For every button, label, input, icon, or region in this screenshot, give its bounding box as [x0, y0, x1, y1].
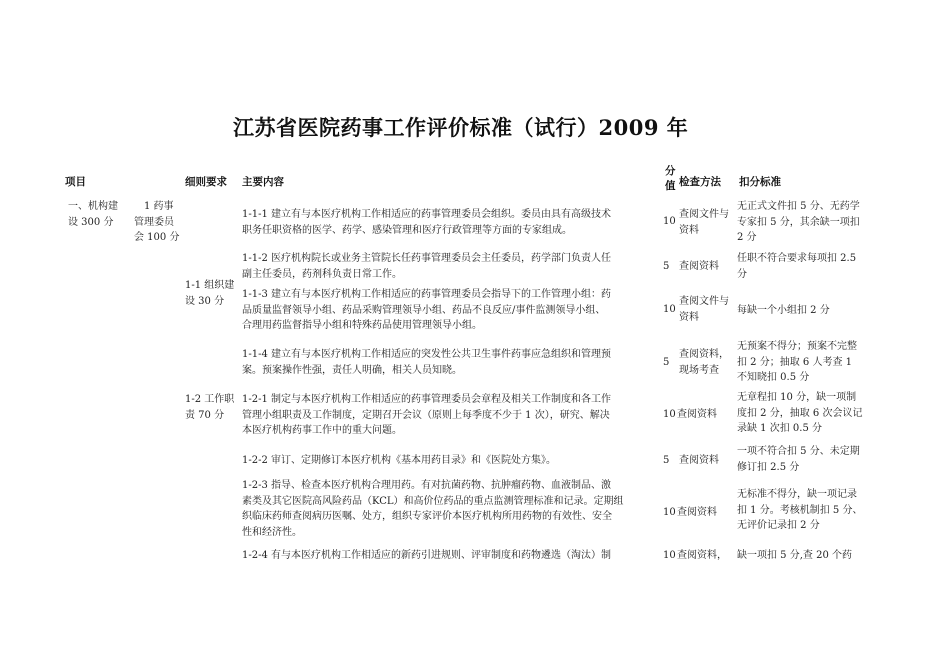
deduction-line: 录缺 1 次扣 0.5 分	[737, 423, 822, 434]
row-content	[242, 478, 624, 540]
content-line: 1-2-4 有与本医疗机构工作相适应的新药引进规则、评审制度和药物遴选（淘汰）制	[242, 550, 612, 561]
header-method: 检查方法	[679, 176, 721, 188]
row-content	[242, 207, 611, 238]
deduction-line: 扣 1 分。考核机制扣 5 分、	[737, 504, 863, 516]
row-score: 10	[663, 216, 676, 227]
category-line2: 设 300 分	[68, 216, 114, 228]
deduction-line: 分	[737, 268, 747, 280]
header-score-line1: 分	[665, 165, 676, 177]
row-score: 10	[663, 550, 676, 561]
deduction-line: 一项不符合扣 5 分、未定期	[737, 446, 860, 457]
deduction-line: 2 分	[737, 232, 757, 243]
header-score-line2: 值	[665, 180, 676, 192]
content-line: 1-1-2 医疗机构院长或业务主管院长任药事管理委员会主任委员，药学部门负责人任	[242, 253, 612, 264]
deduction-line: 每缺一个小组扣 2 分	[737, 305, 830, 316]
method-line: 查阅资料	[677, 409, 717, 420]
header-content: 主要内容	[242, 176, 284, 188]
content-line: 1-1-4 建立有与本医疗机构工作相适应的突发性公共卫生事件药事应急组织和管理预	[242, 349, 612, 360]
content-line: 品质量监督领导小组、药品采购管理领导小组、药品不良反应/事件监测领导小组、	[242, 304, 606, 316]
content-line: 性和经济性。	[242, 526, 302, 538]
method-line: 查阅文件与	[679, 209, 729, 220]
section-line2: 设 30 分	[185, 295, 225, 307]
row-method	[679, 207, 729, 238]
content-line: 副主任委员，药剂科负责日常工作。	[242, 268, 402, 280]
row-deduction	[737, 548, 852, 564]
row-deduction	[737, 444, 860, 475]
method-line: 查阅资料	[679, 455, 719, 466]
deduction-line: 不知晓扣 0.5 分	[737, 372, 810, 383]
row-deduction	[737, 199, 860, 246]
section-line1: 1-2 工作职	[185, 394, 235, 405]
content-line: 管理小组职责及工作制度，定期召开会议（原则上每季度不少于 1 次），研究、解决	[242, 409, 610, 421]
subcategory-line1: 1 药事	[144, 201, 174, 212]
row-method	[677, 407, 717, 423]
content-line: 合理用药监督指导小组和特殊药品使用管理领导小组。	[242, 320, 482, 331]
deduction-line: 度扣 2 分，抽取 6 次会议记	[737, 407, 863, 419]
row-content	[242, 548, 611, 564]
section-label	[185, 392, 234, 423]
deduction-line: 缺一项扣 5 分,查 20 个药	[737, 550, 852, 561]
method-line: 现场考查	[679, 364, 719, 376]
header-detail: 细则要求	[185, 176, 227, 188]
row-deduction	[737, 303, 830, 319]
content-line: 1-1-1 建立有与本医疗机构工作相适应的药事管理委员会组织。委员由具有高级技术	[242, 209, 612, 220]
row-method	[677, 505, 717, 521]
row-content	[242, 347, 611, 378]
row-content	[242, 287, 611, 334]
subcategory-label	[134, 199, 179, 246]
subcategory-line3: 会 100 分	[134, 232, 180, 243]
method-line: 查阅资料	[677, 507, 717, 518]
content-line: 1-2-3 指导、检查本医疗机构合理用药。有对抗菌药物、抗肿瘤药物、血液制品、激	[242, 480, 612, 491]
row-score: 5	[663, 261, 670, 272]
method-line: 查阅资料，	[677, 550, 727, 561]
method-line: 查阅资料	[679, 261, 719, 272]
category-line1: 一、机构建	[68, 201, 118, 212]
method-line: 资料	[679, 224, 699, 236]
row-method	[679, 347, 729, 378]
deduction-line: 任职不符合要求每项扣 2.5	[737, 253, 857, 264]
content-line: 本医疗机构药事工作中的重大问题。	[242, 425, 402, 436]
content-line: 织临床药师查阅病历医嘱、处方，组织专家评价本医疗机构所用药物的有效性、安全	[242, 511, 612, 522]
method-line: 查阅文件与	[679, 296, 729, 307]
subcategory-line2: 管理委员	[134, 216, 174, 228]
category-label	[68, 199, 118, 230]
content-line: 1-2-1 制定与本医疗机构工作相适应的药事管理委员会章程及相关工作制度和各工作	[242, 394, 612, 405]
row-deduction	[737, 339, 857, 386]
row-method	[679, 259, 719, 275]
header-item: 项目	[65, 176, 86, 188]
row-method	[677, 548, 727, 564]
deduction-line: 无章程扣 10 分，缺一项制	[737, 392, 857, 403]
row-deduction	[737, 251, 856, 282]
method-line: 资料	[679, 311, 699, 323]
row-score: 5	[663, 357, 670, 368]
row-score: 10	[663, 304, 676, 315]
section-line2: 责 70 分	[185, 409, 225, 421]
row-deduction	[737, 487, 862, 534]
row-content	[242, 453, 556, 469]
deduction-line: 扣 2 分；抽取 6 人考查 1	[737, 356, 852, 368]
content-line: 案。预案操作性强，责任人明确，相关人员知晓。	[242, 364, 462, 376]
deduction-line: 专家扣 5 分，其余缺一项扣	[737, 216, 860, 228]
row-method	[679, 453, 719, 469]
deduction-line: 无预案不得分；预案不完整	[737, 341, 857, 352]
content-line: 职务任职资格的医学、药学、感染管理和医疗行政管理等方面的专家组成。	[242, 224, 572, 236]
deduction-line: 无正式文件扣 5 分、无药学	[737, 201, 860, 212]
content-line: 1-1-3 建立有与本医疗机构工作相适应的药事管理委员会指导下的工作管理小组：药	[242, 289, 612, 300]
row-score: 5	[663, 455, 670, 466]
row-deduction	[737, 390, 862, 437]
row-score: 10	[663, 507, 676, 518]
row-content	[242, 251, 611, 282]
row-content	[242, 392, 611, 439]
document-title: 江苏省医院药事工作评价标准（试行）2009 年	[233, 115, 689, 140]
deduction-line: 无标准不得分，缺一项记录	[737, 489, 857, 500]
section-line1: 1-1 组织建	[185, 280, 235, 291]
header-score	[665, 164, 676, 194]
section-label	[185, 278, 234, 309]
row-method	[679, 294, 729, 325]
content-line: 1-2-2 审订、定期修订本医疗机构《基本用药目录》和《医院处方集》。	[242, 455, 557, 466]
row-score: 10	[663, 409, 676, 420]
content-line: 素类及其它医院高风险药品（KCL）和高价位药品的重点监测管理标准和记录。定期组	[242, 495, 624, 507]
deduction-line: 修订扣 2.5 分	[737, 461, 800, 473]
header-deduction: 扣分标准	[739, 176, 781, 188]
deduction-line: 无评价记录扣 2 分	[737, 520, 820, 531]
method-line: 查阅资料，	[679, 349, 729, 360]
